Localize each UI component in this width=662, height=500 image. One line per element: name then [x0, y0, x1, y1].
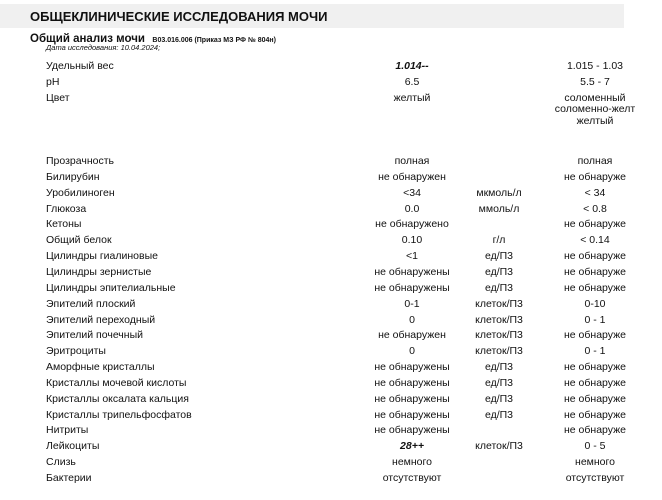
table-row	[0, 249, 624, 265]
table-row	[0, 265, 624, 281]
parameter-name: Эпителий переходный	[46, 313, 156, 326]
table-row	[0, 408, 624, 424]
parameter-name: Прозрачность	[46, 155, 115, 168]
table-row	[0, 439, 624, 455]
reference-range: 0 - 1	[584, 313, 606, 326]
table-row	[0, 297, 624, 313]
unit: клеток/П3	[475, 297, 523, 310]
reference-range: не обнаруже	[563, 408, 626, 421]
table-row	[0, 186, 624, 202]
parameter-name: Уробилиноген	[46, 186, 115, 199]
parameter-name: Цилиндры эпителиальные	[46, 281, 176, 294]
table-row	[0, 91, 636, 154]
unit: ммоль/л	[478, 202, 520, 215]
result-value: не обнаружены	[374, 281, 450, 294]
reference-line: желтый	[576, 114, 614, 127]
unit: ед/П3	[484, 376, 514, 389]
reference-range: < 0.14	[580, 234, 610, 247]
unit: клеток/П3	[475, 440, 523, 453]
reference-range	[528, 91, 662, 128]
table-row	[0, 392, 624, 408]
parameter-name: Аморфные кристаллы	[46, 361, 155, 374]
reference-range: отсутствуют	[565, 471, 625, 484]
parameter-name: Цилиндры зернистые	[46, 265, 152, 278]
reference-range: не обнаруже	[563, 392, 626, 405]
result-value: не обнаружены	[374, 392, 450, 405]
unit: ед/П3	[484, 392, 514, 405]
results-table	[0, 59, 636, 487]
table-row	[0, 233, 624, 249]
table-row	[0, 376, 624, 392]
table-row	[0, 313, 624, 329]
result-value: желтый	[393, 91, 431, 104]
reference-range: 0 - 5	[584, 440, 606, 453]
parameter-name: Эритроциты	[46, 345, 106, 358]
parameter-name: Нитриты	[46, 424, 89, 437]
table-row	[0, 154, 624, 170]
parameter-name: Кетоны	[46, 218, 82, 231]
table-row	[0, 344, 624, 360]
result-value: не обнаружены	[374, 424, 450, 437]
result-value: 0.0	[404, 202, 420, 215]
parameter-name: Бактерии	[46, 471, 92, 484]
unit: клеток/П3	[475, 313, 523, 326]
test-title: Общий анализ мочи	[30, 33, 145, 45]
section-title: ОБЩЕКЛИНИЧЕСКИЕ ИССЛЕДОВАНИЯ МОЧИ	[30, 9, 328, 24]
table-row	[0, 281, 624, 297]
table-row	[0, 328, 624, 344]
result-value: 0-1	[404, 297, 420, 310]
parameter-name: pH	[46, 75, 60, 88]
parameter-name: Удельный вес	[46, 60, 114, 72]
result-value: не обнаружен	[378, 170, 446, 183]
result-value: не обнаружены	[374, 265, 450, 278]
unit: г/л	[492, 234, 506, 247]
unit: ед/П3	[484, 408, 514, 421]
reference-range: < 34	[584, 186, 606, 199]
result-value: не обнаружен	[378, 329, 446, 342]
parameter-name: Цвет	[46, 91, 70, 104]
result-value: отсутствуют	[382, 471, 442, 484]
reference-range: немного	[575, 456, 615, 469]
parameter-name: Билирубин	[46, 170, 100, 183]
reference-range: < 0.8	[583, 202, 607, 215]
unit: ед/П3	[484, 250, 514, 263]
reference-range: не обнаруже	[563, 265, 626, 278]
table-row	[0, 423, 624, 439]
parameter-name: Глюкоза	[46, 202, 87, 215]
unit: клеток/П3	[475, 345, 523, 358]
unit: мкмоль/л	[476, 186, 522, 199]
reference-range: 1.015 - 1.03	[566, 60, 624, 72]
reference-range: не обнаруже	[563, 376, 626, 389]
table-row	[0, 455, 624, 471]
parameter-name: Кристаллы оксалата кальция	[46, 392, 189, 405]
reference-range: не обнаруже	[563, 170, 626, 183]
result-value: 6.5	[404, 75, 420, 88]
parameter-name: Лейкоциты	[46, 440, 100, 453]
result-value: не обнаружено	[375, 218, 449, 231]
result-value: 28++	[400, 440, 424, 453]
table-row	[0, 202, 624, 218]
table-row	[0, 75, 624, 91]
result-value: 1.014--	[395, 60, 429, 72]
reference-range: не обнаруже	[563, 218, 626, 231]
reference-range: не обнаруже	[563, 281, 626, 294]
reference-range: не обнаруже	[563, 424, 626, 437]
result-value: 0.10	[401, 234, 423, 247]
table-row	[0, 471, 624, 487]
result-value: полная	[394, 155, 430, 168]
parameter-name: Кристаллы мочевой кислоты	[46, 376, 187, 389]
result-value: не обнаружены	[374, 376, 450, 389]
reference-range: 0 - 1	[584, 345, 606, 358]
table-row	[0, 59, 624, 75]
parameter-name: Общий белок	[46, 234, 112, 247]
result-value: не обнаружены	[374, 361, 450, 374]
reference-range: полная	[577, 155, 613, 168]
reference-range: не обнаруже	[563, 361, 626, 374]
reference-line: соломенно-желт	[554, 103, 636, 116]
result-value: не обнаружены	[374, 408, 450, 421]
result-value: <34	[403, 186, 421, 199]
study-date: Дата исследования: 10.04.2024;	[46, 43, 161, 52]
parameter-name: Слизь	[46, 456, 76, 469]
table-row	[0, 217, 624, 233]
reference-range: 5.5 - 7	[580, 75, 610, 88]
table-row	[0, 170, 624, 186]
unit: клеток/П3	[475, 329, 523, 342]
parameter-name: Кристаллы трипельфосфатов	[46, 408, 192, 421]
result-value: 0	[409, 313, 415, 326]
parameter-name: Эпителий плоский	[46, 297, 136, 310]
unit: ед/П3	[484, 281, 514, 294]
table-row	[0, 360, 624, 376]
result-value: <1	[406, 250, 418, 263]
reference-range: не обнаруже	[563, 329, 626, 342]
unit: ед/П3	[484, 265, 514, 278]
parameter-name: Цилиндры гиалиновые	[46, 250, 158, 263]
unit: ед/П3	[484, 361, 514, 374]
result-value: 0	[409, 345, 415, 358]
reference-line: соломенный	[564, 91, 626, 104]
reference-range: не обнаруже	[563, 250, 626, 263]
test-code: B03.016.006 (Приказ МЗ РФ № 804н)	[152, 37, 276, 44]
result-value: немного	[392, 456, 432, 469]
parameter-name: Эпителий почечный	[46, 329, 143, 342]
reference-range: 0-10	[584, 297, 606, 310]
